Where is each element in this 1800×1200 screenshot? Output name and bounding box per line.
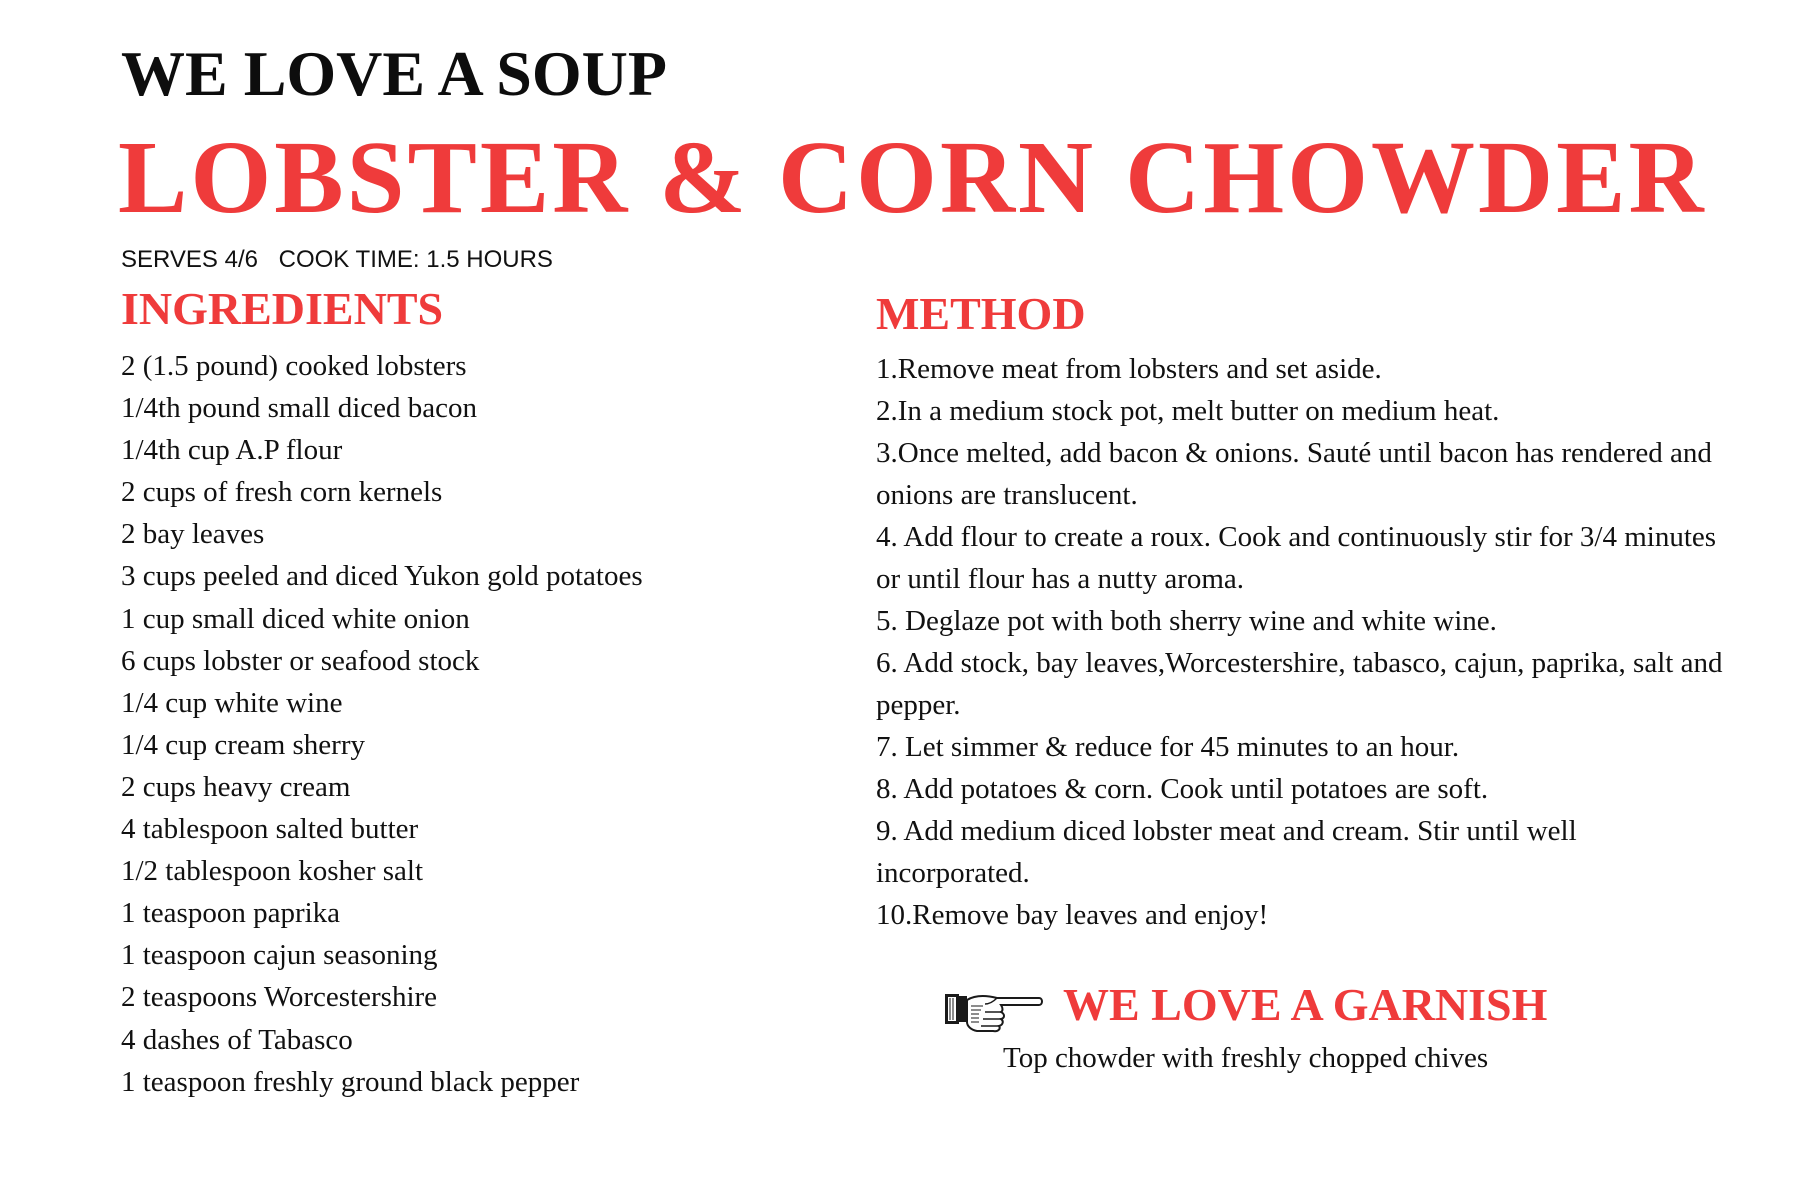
ingredient-item: 2 bay leaves	[121, 518, 265, 551]
method-step: 10.Remove bay leaves and enjoy!	[876, 899, 1269, 931]
garnish-heading: WE LOVE A GARNISH	[1063, 979, 1548, 1030]
method-step: 2.In a medium stock pot, melt butter on medium heat.	[876, 395, 1500, 427]
serves-label: SERVES 4/6	[121, 246, 258, 273]
method-step: 4. Add flour to create a roux. Cook and continuously stir for 3/4 minutes or until flour has a nutty aroma.	[876, 521, 1717, 595]
ingredient-item: 1 teaspoon paprika	[121, 897, 341, 930]
method-step: 7. Let simmer & reduce for 45 minutes to an hour.	[876, 731, 1460, 763]
ingredient-item: 1/4th pound small diced bacon	[121, 392, 477, 425]
ingredient-item: 1/4th cup A.P flour	[121, 434, 343, 467]
garnish-text: Top chowder with freshly chopped chives	[1003, 1042, 1489, 1074]
pointing-hand-icon	[943, 984, 1043, 1036]
ingredient-item: 1/4 cup cream sherry	[121, 728, 365, 761]
method-step: 5. Deglaze pot with both sherry wine and white wine.	[876, 605, 1497, 637]
ingredient-item: 1 cup small diced white onion	[121, 602, 470, 635]
method-list	[876, 348, 1736, 936]
recipe-kicker: WE LOVE A SOUP	[121, 38, 667, 109]
method-step: 6. Add stock, bay leaves,Worcestershire, tabasco, cajun, paprika, salt and pepper.	[876, 647, 1723, 721]
method-heading: METHOD	[876, 288, 1086, 339]
recipe-meta	[121, 246, 553, 274]
method-step: 3.Once melted, add bacon & onions. Sauté until bacon has rendered and onions are translucent.	[876, 437, 1712, 511]
ingredient-item: 2 teaspoons Worcestershire	[121, 981, 438, 1014]
ingredient-item: 1/2 tablespoon kosher salt	[121, 855, 424, 888]
ingredient-item: 2 (1.5 pound) cooked lobsters	[121, 350, 467, 382]
garnish-section	[943, 980, 1643, 1080]
ingredient-item: 1/4 cup white wine	[121, 686, 343, 719]
ingredient-item: 1 teaspoon freshly ground black pepper	[121, 1065, 580, 1098]
ingredient-item: 2 cups heavy cream	[121, 770, 351, 803]
ingredients-heading: INGREDIENTS	[121, 283, 444, 334]
method-step: 8. Add potatoes & corn. Cook until potatoes are soft.	[876, 773, 1489, 805]
method-step: 1.Remove meat from lobsters and set aside.	[876, 353, 1382, 385]
ingredient-item: 6 cups lobster or seafood stock	[121, 644, 480, 677]
ingredient-item: 2 cups of fresh corn kernels	[121, 476, 443, 509]
ingredients-list	[121, 345, 841, 1103]
ingredient-item: 4 tablespoon salted butter	[121, 813, 419, 846]
cook-time-label: COOK TIME: 1.5 HOURS	[278, 246, 553, 273]
method-step: 9. Add medium diced lobster meat and cream. Stir until well incorporated.	[876, 815, 1577, 889]
ingredient-item: 1 teaspoon cajun seasoning	[121, 939, 438, 972]
ingredient-item: 3 cups peeled and diced Yukon gold potatoes	[121, 560, 643, 593]
recipe-title: LOBSTER & CORN CHOWDER	[118, 120, 1707, 235]
ingredient-item: 4 dashes of Tabasco	[121, 1023, 353, 1056]
